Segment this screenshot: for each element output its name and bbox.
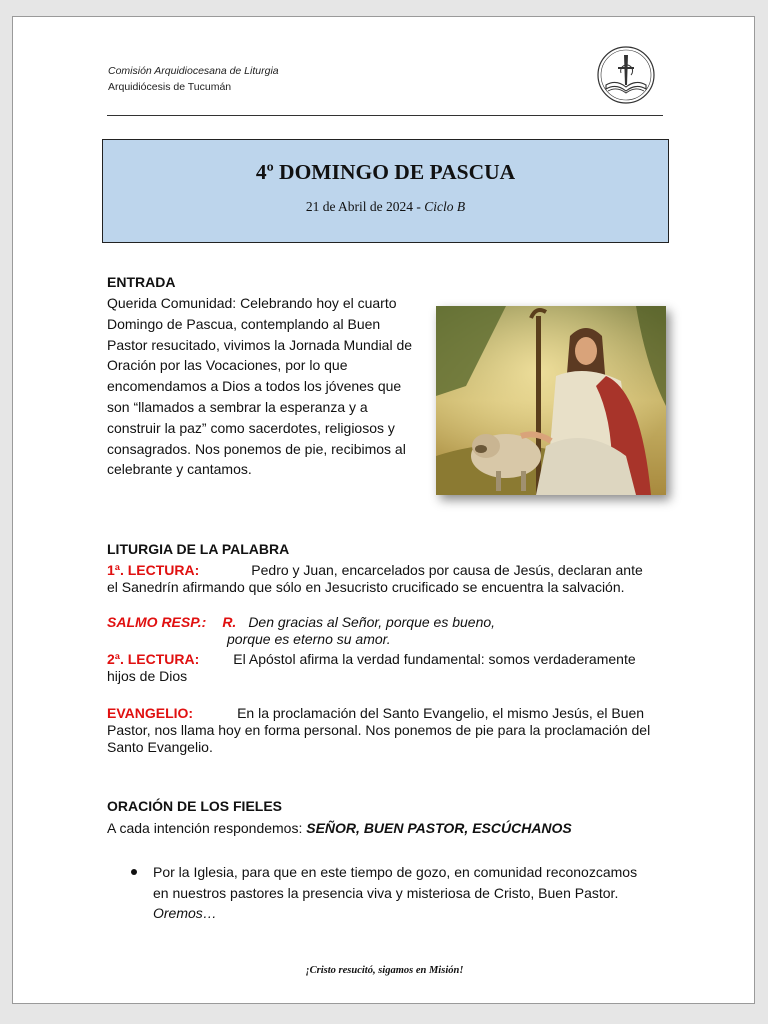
footer-motto: ¡Cristo resucitó, sigamos en Misión! <box>305 965 464 976</box>
evangelio-text: En la proclamación del Santo Evangelio, el mismo Jesús, el Buen Pastor, nos llama hoy en forma personal. Nos ponemos de pie para la proclamación del Santo Evangelio. <box>107 705 651 755</box>
header-organization <box>108 63 279 95</box>
salmo-label: SALMO RESP.: <box>107 614 207 630</box>
salmo-r-label: R. <box>222 614 237 630</box>
lectura2-label: 2ª. LECTURA: <box>107 651 200 667</box>
lectura1-label: 1ª. LECTURA: <box>107 562 200 578</box>
header-divider <box>107 115 663 116</box>
salmo-line-1: Den gracias al Señor, porque es bueno, <box>248 614 496 630</box>
title-box <box>102 139 669 243</box>
entrada-heading: ENTRADA <box>107 274 176 290</box>
list-item <box>153 862 643 924</box>
good-shepherd-painting-icon <box>436 306 666 495</box>
lectura1-paragraph <box>107 562 652 596</box>
org-line-1: Comisión Arquidiocesana de Liturgia <box>108 65 279 77</box>
lectura2-text: El Apóstol afirma la verdad fundamental: somos verdaderamente hijos de Dios <box>107 651 636 684</box>
date-text: 21 de Abril de 2024 - <box>305 199 425 214</box>
org-line-2: Arquidiócesis de Tucumán <box>108 81 232 93</box>
bullet-icon <box>131 869 137 875</box>
oremos-text: Oremos… <box>153 905 217 921</box>
document-page <box>12 16 755 1004</box>
lectura1-text: Pedro y Juan, encarcelados por causa de Jesús, declaran ante el Sanedrín afirmando que sólo en Jesucristo crucificado se encuentra la salvación. <box>107 562 643 595</box>
oracion-heading: ORACIÓN DE LOS FIELES <box>107 798 283 814</box>
evangelio-paragraph <box>107 705 652 756</box>
salmo-line-2: porque es eterno su amor. <box>227 631 391 647</box>
oracion-intro: A cada intención respondemos: <box>107 820 307 836</box>
page-title: 4º DOMINGO DE PASCUA <box>255 160 516 184</box>
title-date <box>103 199 668 215</box>
intention-text: Por la Iglesia, para que en este tiempo de gozo, en comunidad reconozcamos en nuestros pastores la presencia viva y misteriosa de Cristo, Buen Pastor. <box>153 864 638 901</box>
lectura2-paragraph <box>107 651 652 685</box>
evangelio-label: EVANGELIO: <box>107 705 194 721</box>
cycle-text: Ciclo B <box>424 199 466 214</box>
cross-book-logo-icon <box>596 45 656 105</box>
liturgia-heading: LITURGIA DE LA PALABRA <box>107 541 290 557</box>
entrada-text: Querida Comunidad: Celebrando hoy el cuarto Domingo de Pascua, contemplando al Buen Pastor resucitado, vivimos la Jornada Mundial de Oración por las Vocaciones, por lo que encomendamos a Dios a todos los jóvenes que son “llamados a sembrar la esperanza y a construir la paz” como sacerdotes, religiosos y consagrados. Nos ponemos de pie, recibimos al celebrante y cantamos. <box>107 295 413 478</box>
oracion-intro-line <box>107 820 652 837</box>
salmo-paragraph <box>107 614 652 648</box>
oracion-response: SEÑOR, BUEN PASTOR, ESCÚCHANOS <box>306 820 572 836</box>
